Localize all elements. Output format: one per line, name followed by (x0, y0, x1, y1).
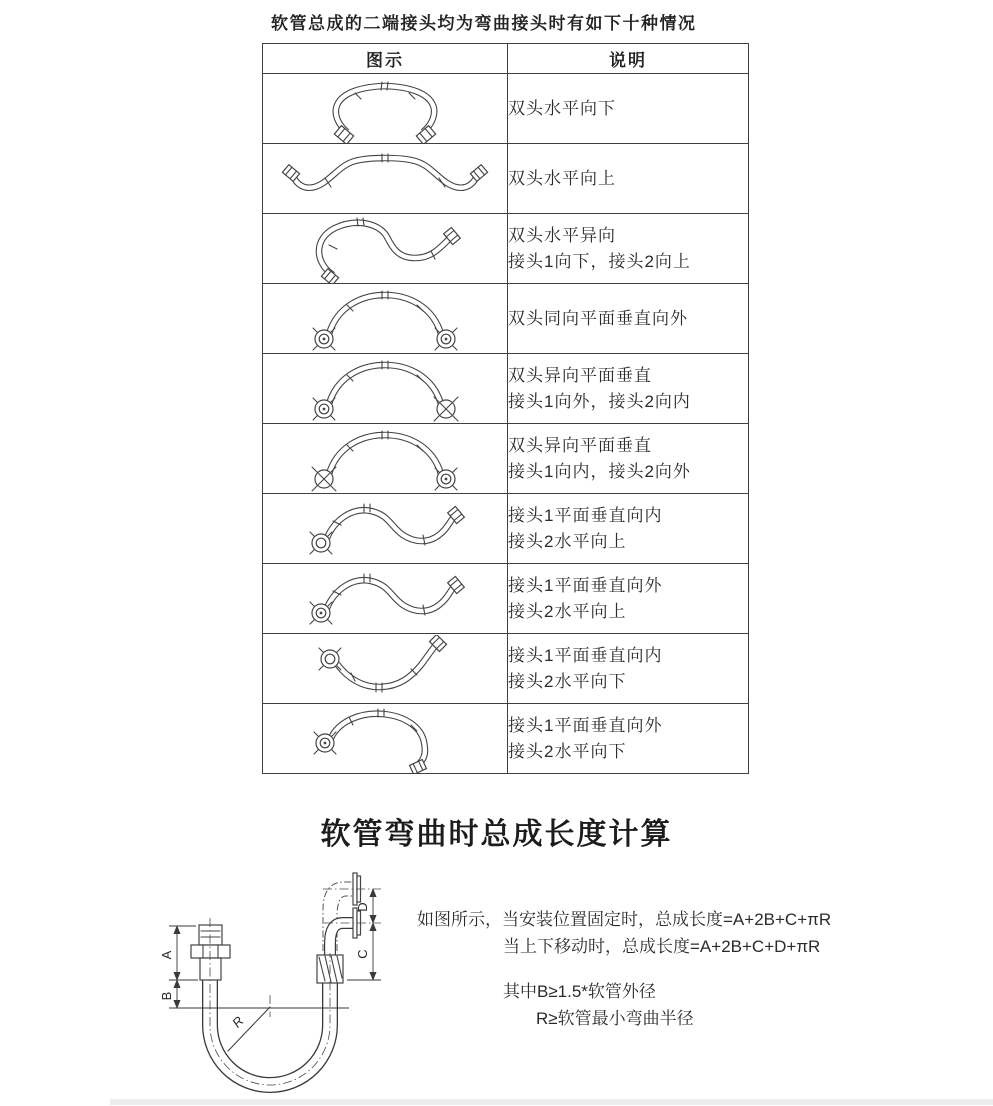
page-title: 软管总成的二端接头均为弯曲接头时有如下十种情况 (271, 14, 697, 33)
row-description: 接头1平面垂直向外 (508, 575, 663, 595)
dim-label-b: B (159, 991, 174, 1001)
row-description-line2: 接头1向下，接头2向上 (508, 251, 691, 271)
hose-c-flange-out-down-icon (263, 705, 507, 773)
hose-s-flange-out-up-icon (263, 565, 507, 633)
formula-text (417, 906, 831, 960)
header-description: 说明 (508, 44, 749, 74)
row-description-line2: 接头2水平向下 (508, 741, 627, 761)
hose-s-curve-down-up-icon (263, 215, 507, 283)
formula-notes (503, 978, 694, 1032)
formula-line-fixed: 如图所示，当安装位置固定时，总成长度=A+2B+C+πR (417, 910, 832, 929)
dim-label-r: R (229, 1013, 247, 1031)
row-description: 接头1平面垂直向外 (508, 715, 663, 735)
row-description: 双头异向平面垂直 (508, 365, 652, 385)
table-row (263, 354, 749, 424)
hose-arch-flange-both-icon (263, 285, 507, 353)
row-description: 双头水平向下 (508, 98, 616, 118)
section-heading: 软管弯曲时总成长度计算 (320, 818, 673, 851)
hose-j-flange-in-down-icon (263, 635, 507, 703)
table-row (263, 424, 749, 494)
row-description-line2: 接头2水平向上 (508, 531, 627, 551)
row-description: 双头水平向上 (508, 168, 616, 188)
dim-label-d: D (355, 902, 370, 912)
footer-divider (110, 1099, 993, 1105)
hose-wave-ends-up-icon (263, 145, 507, 213)
table-row (263, 634, 749, 704)
header-diagram: 图示 (263, 44, 508, 74)
table-header-row (263, 44, 749, 74)
note-b-min: 其中B≥1.5*软管外径 (503, 982, 656, 1001)
bend-length-diagram (125, 855, 425, 1105)
row-description-line2: 接头2水平向上 (508, 601, 627, 621)
hose-configurations-table (262, 43, 749, 774)
hose-arch-out-in-icon (263, 355, 507, 423)
row-description: 接头1平面垂直向内 (508, 645, 663, 665)
table-row (263, 144, 749, 214)
table-row (263, 74, 749, 144)
dim-label-c: C (355, 949, 370, 959)
row-description: 双头异向平面垂直 (508, 435, 652, 455)
table-row (263, 704, 749, 774)
hose-arch-in-out-icon (263, 425, 507, 493)
row-description: 双头水平异向 (508, 225, 616, 245)
hose-omega-ends-down-icon (263, 75, 507, 143)
hose-s-flange-in-up-icon (263, 495, 507, 563)
row-description: 双头同向平面垂直向外 (508, 308, 688, 328)
table-row (263, 564, 749, 634)
note-r-min: R≥软管最小弯曲半径 (536, 1009, 694, 1028)
u-hose (210, 957, 330, 1085)
row-description-line2: 接头2水平向下 (508, 671, 627, 691)
threaded-fitting (191, 925, 230, 980)
dim-label-a: A (159, 950, 174, 960)
table-row (263, 284, 749, 354)
table-row (263, 214, 749, 284)
formula-line-moving: 当上下移动时，总成长度=A+2B+C+D+πR (503, 937, 821, 956)
table-row (263, 494, 749, 564)
row-description-line2: 接头1向外，接头2向内 (508, 391, 691, 411)
row-description-line2: 接头1向内，接头2向外 (508, 461, 691, 481)
row-description: 接头1平面垂直向内 (508, 505, 663, 525)
